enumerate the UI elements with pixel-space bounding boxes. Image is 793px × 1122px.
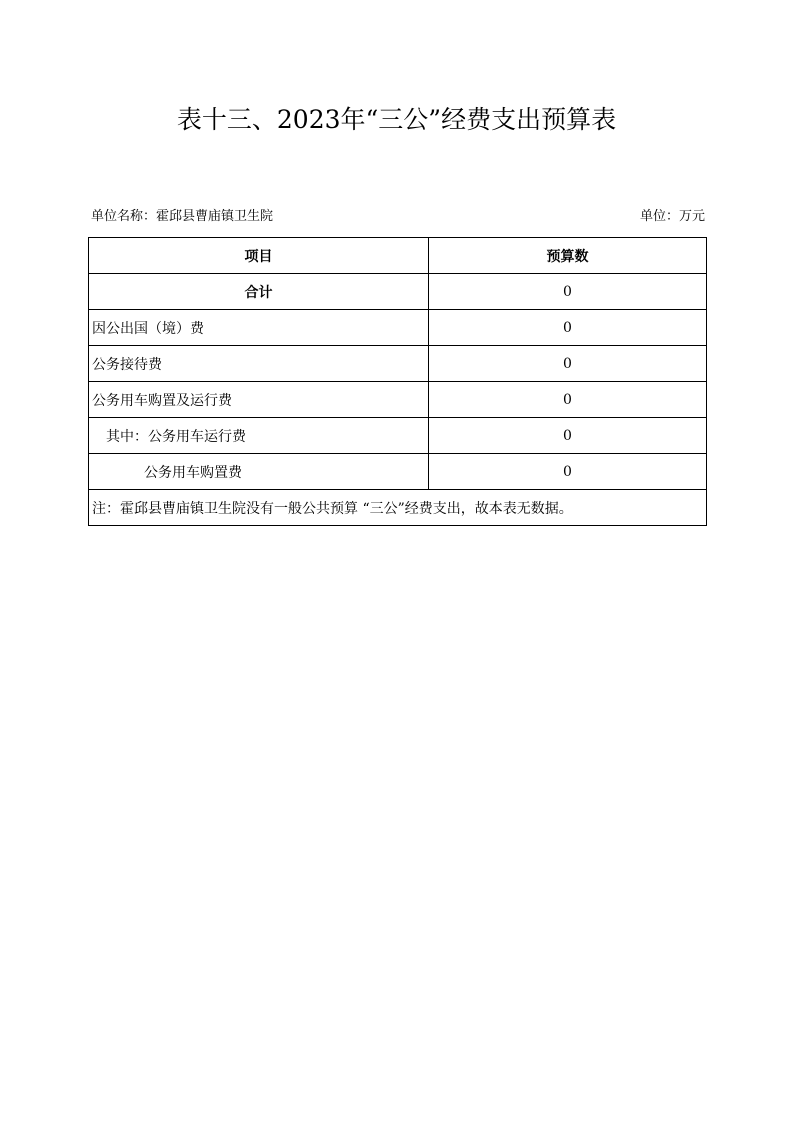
row-label: 因公出国（境）费 <box>89 310 429 346</box>
row-value: 0 <box>429 346 707 382</box>
table-row <box>89 418 707 454</box>
row-label: 公务用车购置费 <box>89 454 429 490</box>
budget-table <box>88 237 707 526</box>
table-row <box>89 346 707 382</box>
row-label: 其中：公务用车运行费 <box>89 418 429 454</box>
table-note: 注：霍邱县曹庙镇卫生院没有一般公共预算 “三公”经费支出，故本表无数据。 <box>89 490 707 526</box>
row-value: 0 <box>429 274 707 310</box>
header-item: 项目 <box>89 238 429 274</box>
header-budget: 预算数 <box>429 238 707 274</box>
row-value: 0 <box>429 454 707 490</box>
table-note-row <box>89 490 707 526</box>
row-label: 合计 <box>89 274 429 310</box>
unit-name-label: 单位名称：霍邱县曹庙镇卫生院 <box>91 209 274 224</box>
table-row <box>89 310 707 346</box>
unit-label: 单位：万元 <box>639 209 705 224</box>
row-label: 公务用车购置及运行费 <box>89 382 429 418</box>
table-header-row <box>89 238 707 274</box>
row-label: 公务接待费 <box>89 346 429 382</box>
row-value: 0 <box>429 310 707 346</box>
table-row-total <box>89 274 707 310</box>
row-value: 0 <box>429 418 707 454</box>
table-row <box>89 382 707 418</box>
table-row <box>89 454 707 490</box>
row-value: 0 <box>429 382 707 418</box>
page-title: 表十三、2023年“三公”经费支出预算表 <box>176 105 617 134</box>
